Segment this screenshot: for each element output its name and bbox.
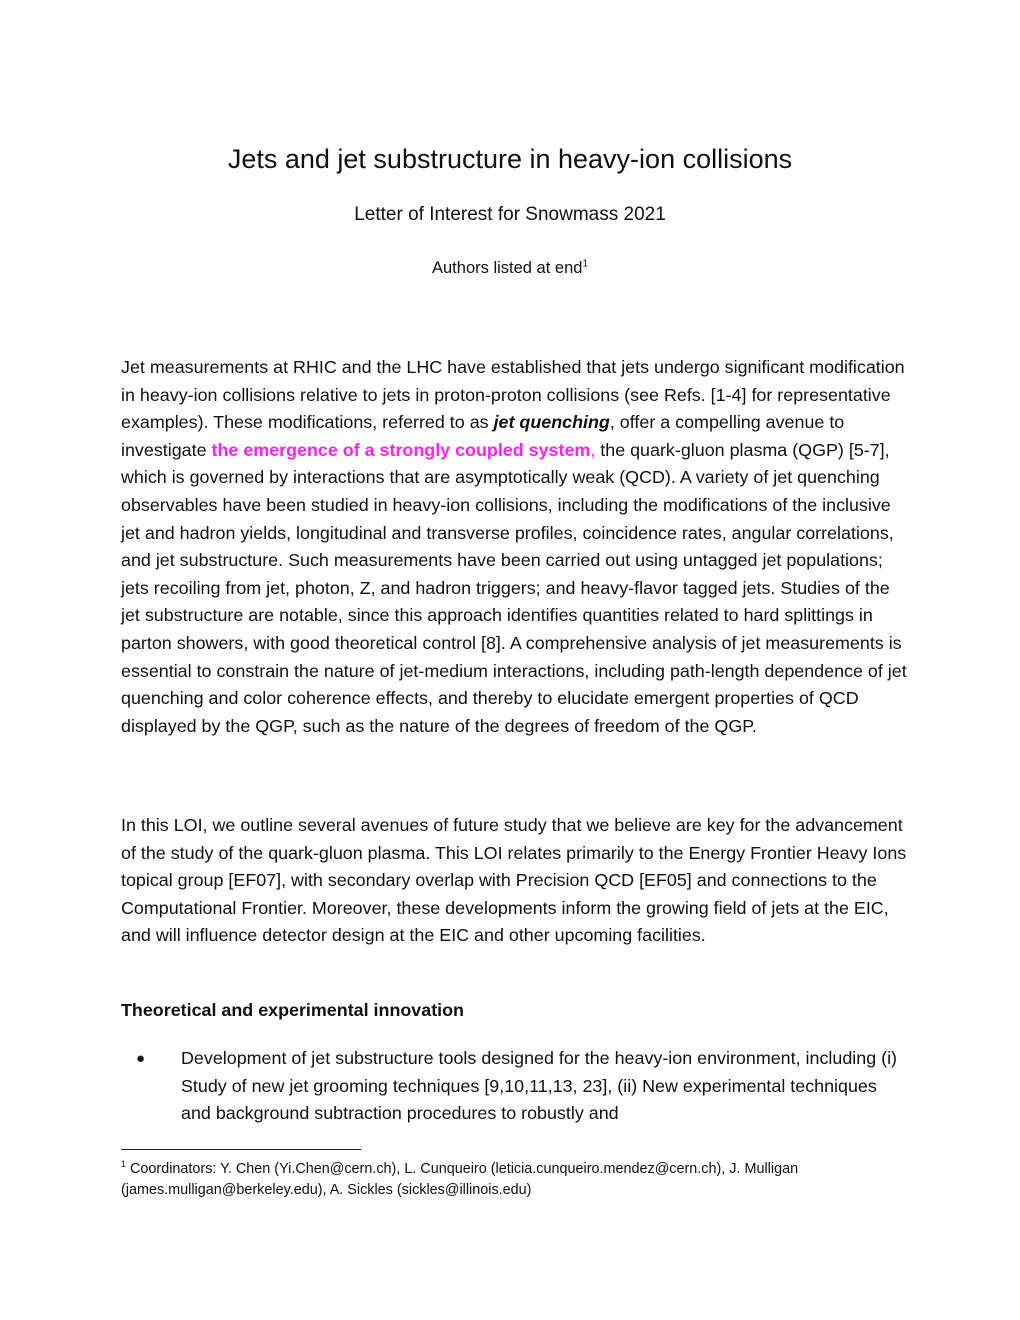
scope-paragraph: In this LOI, we outline several avenues of future study that we believe are key for the advancement of the study of the quark-gluon plasma. This LOI relates primarily to the Energy Frontier Heavy Ions topical group [EF07], with secondary overlap with Precision QCD [EF05] and connections to the Computational Frontier. Moreover, these developments inform the growing field of jets at the EIC, and will influence detector design at the EIC and other upcoming facilities.	[121, 815, 907, 946]
paper-subtitle: Letter of Interest for Snowmass 2021	[354, 204, 666, 225]
footnote-divider	[121, 1149, 361, 1150]
innovation-list	[121, 1045, 911, 1128]
intro-text-2: , offer a compelling avenue to investigate	[121, 412, 845, 460]
paper-title: Jets and jet substructure in heavy-ion collisions	[227, 144, 793, 174]
intro-text-3: the quark-gluon plasma (QGP) [5-7], which is governed by interactions that are asymptotically weak (QCD). A variety of jet quenching observables have been studied in heavy-ion collisions, including the modifications of the inclusive jet and hadron yields, longitudinal and transverse profiles, coincidence rates, angular correlations, and jet substructure. Such measurements have been carried out using untagged jet populations; jets recoiling from jet, photon, Z, and hadron triggers; and heavy-flavor tagged jets. Studies of the jet substructure are notable, since this approach identifies quantities related to hard splittings in parton showers, with good theoretical control [8]. A comprehensive analysis of jet measurements is essential to constrain the nature of jet-medium interactions, including path-length dependence of jet quenching and color coherence effects, and thereby to elucidate emergent properties of QCD displayed by the QGP, such as the nature of the degrees of freedom of the QGP.	[121, 439, 907, 736]
list-item-text: Development of jet substructure tools designed for the heavy-ion environment, including (i) Study of new jet grooming techniques [9,10,11,13, 23], (ii) New experimental techniques and background subtraction procedures to robustly and	[181, 1048, 898, 1124]
jet-quenching-term: jet quenching	[493, 412, 610, 433]
highlighted-comma: ,	[590, 439, 596, 460]
authors-line	[0, 256, 1020, 280]
footnote-text: Coordinators: Y. Chen (Yi.Chen@cern.ch), L. Cunqueiro (leticia.cunqueiro.mendez@cern.ch), J. Mulligan (james.mulligan@berkeley.edu), A. Sickles (sickles@illinois.edu)	[121, 1161, 799, 1198]
bullet-icon: ●	[136, 1050, 146, 1067]
section-heading: Theoretical and experimental innovation	[121, 1000, 464, 1020]
authors-text: Authors listed at end	[432, 259, 583, 277]
footnote-mark: 1	[121, 1159, 127, 1170]
list-item	[121, 1045, 911, 1128]
intro-text-1: Jet measurements at RHIC and the LHC have established that jets undergo significant modification in heavy-ion collisions relative to jets in proton-proton collisions (see Refs. [1-4] for representative examples). These modifications, referred to as	[121, 357, 905, 433]
highlighted-phrase: the emergence of a strongly coupled system	[211, 439, 591, 460]
footnote-ref[interactable]: 1	[582, 258, 588, 270]
footnote	[121, 1159, 911, 1201]
intro-paragraph	[121, 354, 911, 740]
